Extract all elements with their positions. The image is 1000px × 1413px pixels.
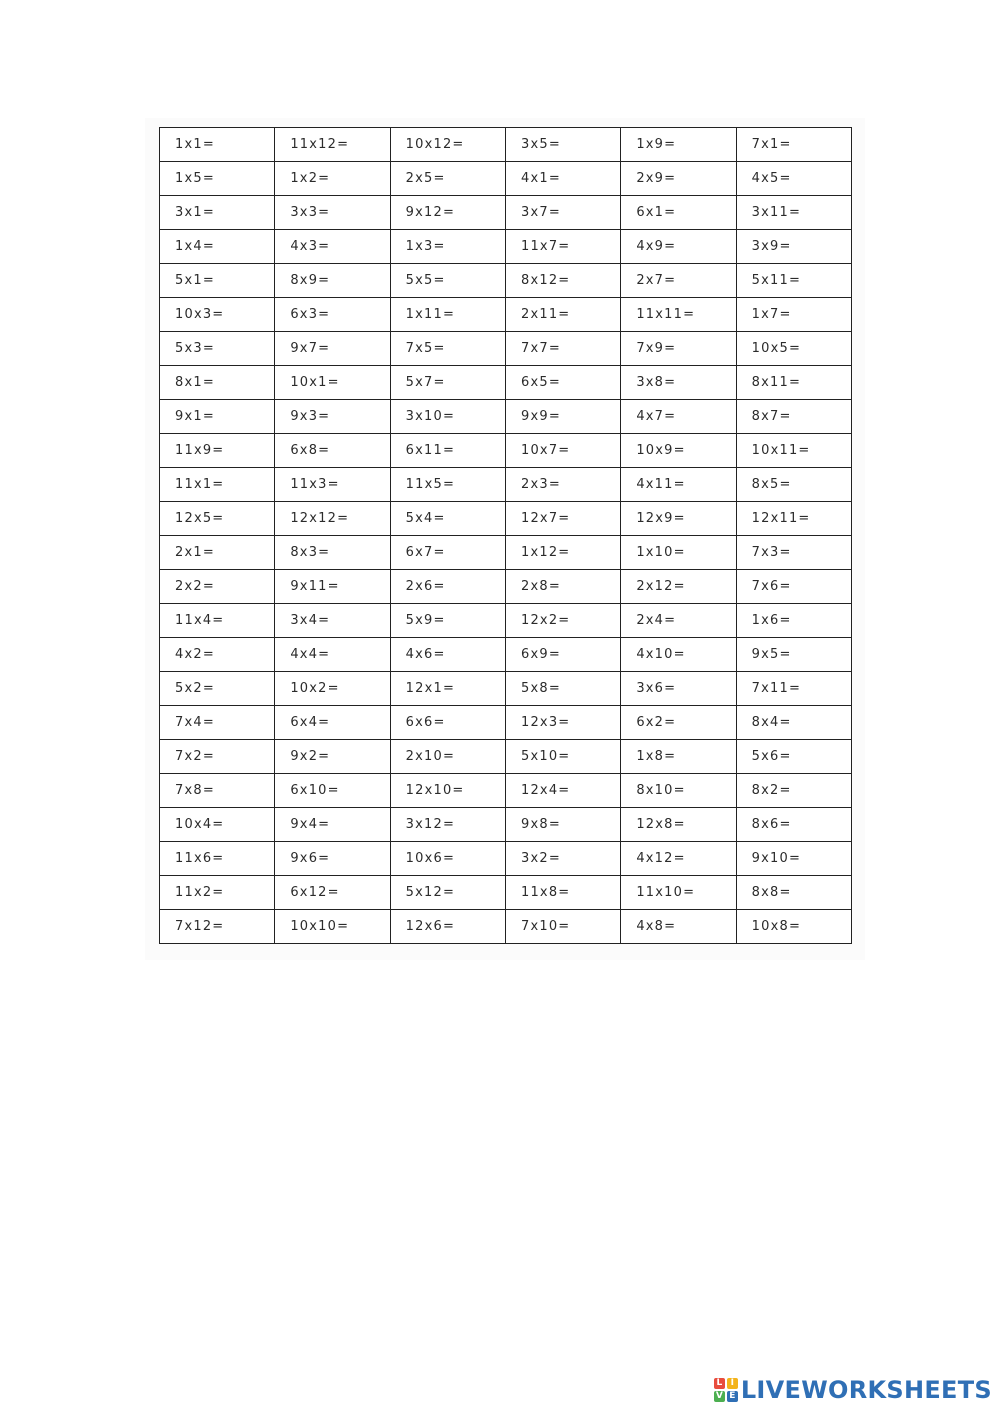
multiplication-fact-cell: 9x5= (736, 638, 851, 672)
multiplication-fact-cell: 9x10= (736, 842, 851, 876)
multiplication-fact-cell: 8x5= (736, 468, 851, 502)
multiplication-fact-cell: 10x2= (275, 672, 390, 706)
multiplication-fact-cell: 4x11= (621, 468, 736, 502)
multiplication-fact-cell: 7x12= (160, 910, 275, 944)
multiplication-fact-cell: 3x10= (390, 400, 505, 434)
multiplication-fact-cell: 12x7= (505, 502, 620, 536)
multiplication-fact-cell: 12x12= (275, 502, 390, 536)
multiplication-fact-cell: 12x2= (505, 604, 620, 638)
multiplication-fact-cell: 11x7= (505, 230, 620, 264)
table-row (160, 468, 852, 502)
multiplication-fact-cell: 1x9= (621, 128, 736, 162)
multiplication-fact-cell: 9x12= (390, 196, 505, 230)
multiplication-fact-cell: 5x9= (390, 604, 505, 638)
table-row (160, 162, 852, 196)
multiplication-fact-cell: 7x7= (505, 332, 620, 366)
multiplication-fact-cell: 4x3= (275, 230, 390, 264)
table-row (160, 434, 852, 468)
multiplication-fact-cell: 11x2= (160, 876, 275, 910)
table-row (160, 876, 852, 910)
multiplication-fact-cell: 9x1= (160, 400, 275, 434)
multiplication-fact-cell: 12x3= (505, 706, 620, 740)
multiplication-fact-cell: 8x12= (505, 264, 620, 298)
multiplication-fact-cell: 3x3= (275, 196, 390, 230)
multiplication-fact-cell: 12x8= (621, 808, 736, 842)
multiplication-facts-table (159, 127, 852, 944)
multiplication-fact-cell: 1x3= (390, 230, 505, 264)
multiplication-fact-cell: 2x12= (621, 570, 736, 604)
multiplication-fact-cell: 9x6= (275, 842, 390, 876)
multiplication-fact-cell: 3x2= (505, 842, 620, 876)
table-row (160, 774, 852, 808)
multiplication-fact-cell: 3x1= (160, 196, 275, 230)
logo-mark-icon (714, 1378, 738, 1402)
multiplication-fact-cell: 12x10= (390, 774, 505, 808)
multiplication-fact-cell: 5x7= (390, 366, 505, 400)
multiplication-fact-cell: 2x1= (160, 536, 275, 570)
multiplication-fact-cell: 1x8= (621, 740, 736, 774)
multiplication-fact-cell: 12x1= (390, 672, 505, 706)
multiplication-fact-cell: 9x2= (275, 740, 390, 774)
multiplication-fact-cell: 11x11= (621, 298, 736, 332)
multiplication-fact-cell: 6x1= (621, 196, 736, 230)
multiplication-fact-cell: 10x10= (275, 910, 390, 944)
multiplication-fact-cell: 5x10= (505, 740, 620, 774)
multiplication-fact-cell: 8x10= (621, 774, 736, 808)
multiplication-fact-cell: 12x9= (621, 502, 736, 536)
multiplication-fact-cell: 9x4= (275, 808, 390, 842)
multiplication-fact-cell: 11x1= (160, 468, 275, 502)
logo-mark-letter: I (727, 1378, 738, 1389)
table-row (160, 706, 852, 740)
multiplication-fact-cell: 11x3= (275, 468, 390, 502)
multiplication-fact-cell: 1x5= (160, 162, 275, 196)
multiplication-fact-cell: 8x4= (736, 706, 851, 740)
multiplication-fact-cell: 12x4= (505, 774, 620, 808)
table-row (160, 604, 852, 638)
multiplication-fact-cell: 1x10= (621, 536, 736, 570)
multiplication-fact-cell: 1x11= (390, 298, 505, 332)
multiplication-fact-cell: 10x9= (621, 434, 736, 468)
multiplication-fact-cell: 7x4= (160, 706, 275, 740)
multiplication-fact-cell: 10x1= (275, 366, 390, 400)
multiplication-fact-cell: 4x7= (621, 400, 736, 434)
multiplication-fact-cell: 7x2= (160, 740, 275, 774)
multiplication-fact-cell: 2x2= (160, 570, 275, 604)
multiplication-fact-cell: 8x9= (275, 264, 390, 298)
logo-mark-letter: E (727, 1391, 738, 1402)
multiplication-fact-cell: 2x9= (621, 162, 736, 196)
multiplication-fact-cell: 11x4= (160, 604, 275, 638)
multiplication-fact-cell: 1x6= (736, 604, 851, 638)
multiplication-fact-cell: 11x5= (390, 468, 505, 502)
multiplication-fact-cell: 5x3= (160, 332, 275, 366)
multiplication-fact-cell: 2x3= (505, 468, 620, 502)
multiplication-fact-cell: 9x3= (275, 400, 390, 434)
table-row (160, 842, 852, 876)
multiplication-fact-cell: 3x5= (505, 128, 620, 162)
multiplication-fact-cell: 1x2= (275, 162, 390, 196)
multiplication-fact-cell: 4x9= (621, 230, 736, 264)
multiplication-fact-cell: 10x8= (736, 910, 851, 944)
multiplication-fact-cell: 3x4= (275, 604, 390, 638)
logo-mark-letter: L (714, 1378, 725, 1389)
multiplication-fact-cell: 7x8= (160, 774, 275, 808)
multiplication-fact-cell: 7x6= (736, 570, 851, 604)
multiplication-fact-cell: 5x5= (390, 264, 505, 298)
multiplication-fact-cell: 8x3= (275, 536, 390, 570)
multiplication-fact-cell: 5x6= (736, 740, 851, 774)
multiplication-fact-cell: 6x11= (390, 434, 505, 468)
multiplication-fact-cell: 3x8= (621, 366, 736, 400)
multiplication-fact-cell: 4x6= (390, 638, 505, 672)
multiplication-fact-cell: 4x4= (275, 638, 390, 672)
table-row (160, 740, 852, 774)
multiplication-fact-cell: 9x11= (275, 570, 390, 604)
multiplication-fact-cell: 8x11= (736, 366, 851, 400)
multiplication-fact-cell: 4x12= (621, 842, 736, 876)
multiplication-fact-cell: 1x1= (160, 128, 275, 162)
multiplication-fact-cell: 4x5= (736, 162, 851, 196)
multiplication-fact-cell: 12x11= (736, 502, 851, 536)
multiplication-fact-cell: 7x3= (736, 536, 851, 570)
multiplication-fact-cell: 6x4= (275, 706, 390, 740)
multiplication-fact-cell: 5x12= (390, 876, 505, 910)
multiplication-fact-cell: 10x6= (390, 842, 505, 876)
liveworksheets-logo (714, 1373, 992, 1407)
table-row (160, 366, 852, 400)
multiplication-fact-cell: 7x9= (621, 332, 736, 366)
table-row (160, 536, 852, 570)
multiplication-fact-cell: 11x9= (160, 434, 275, 468)
logo-text: LIVEWORKSHEETS (740, 1376, 992, 1404)
table-row (160, 502, 852, 536)
multiplication-fact-cell: 8x6= (736, 808, 851, 842)
multiplication-fact-cell: 11x10= (621, 876, 736, 910)
multiplication-fact-cell: 10x11= (736, 434, 851, 468)
multiplication-fact-cell: 6x10= (275, 774, 390, 808)
multiplication-fact-cell: 9x9= (505, 400, 620, 434)
multiplication-fact-cell: 2x10= (390, 740, 505, 774)
logo-mark-letter: V (714, 1391, 725, 1402)
multiplication-fact-cell: 6x6= (390, 706, 505, 740)
table-row (160, 400, 852, 434)
multiplication-fact-cell: 4x2= (160, 638, 275, 672)
multiplication-fact-cell: 2x5= (390, 162, 505, 196)
multiplication-fact-cell: 4x8= (621, 910, 736, 944)
facts-table-body (160, 128, 852, 944)
multiplication-fact-cell: 2x6= (390, 570, 505, 604)
multiplication-fact-cell: 7x5= (390, 332, 505, 366)
table-row (160, 910, 852, 944)
multiplication-fact-cell: 6x2= (621, 706, 736, 740)
multiplication-fact-cell: 11x8= (505, 876, 620, 910)
multiplication-fact-cell: 6x3= (275, 298, 390, 332)
multiplication-fact-cell: 2x11= (505, 298, 620, 332)
multiplication-fact-cell: 6x7= (390, 536, 505, 570)
multiplication-fact-cell: 1x12= (505, 536, 620, 570)
multiplication-fact-cell: 11x6= (160, 842, 275, 876)
multiplication-fact-cell: 4x1= (505, 162, 620, 196)
multiplication-fact-cell: 5x11= (736, 264, 851, 298)
multiplication-fact-cell: 6x5= (505, 366, 620, 400)
table-row (160, 332, 852, 366)
multiplication-fact-cell: 3x12= (390, 808, 505, 842)
multiplication-fact-cell: 7x1= (736, 128, 851, 162)
multiplication-fact-cell: 10x4= (160, 808, 275, 842)
table-row (160, 570, 852, 604)
multiplication-fact-cell: 4x10= (621, 638, 736, 672)
multiplication-fact-cell: 7x10= (505, 910, 620, 944)
table-row (160, 638, 852, 672)
multiplication-fact-cell: 7x11= (736, 672, 851, 706)
multiplication-fact-cell: 12x5= (160, 502, 275, 536)
multiplication-fact-cell: 1x7= (736, 298, 851, 332)
table-row (160, 128, 852, 162)
multiplication-fact-cell: 6x12= (275, 876, 390, 910)
table-row (160, 808, 852, 842)
multiplication-fact-cell: 5x2= (160, 672, 275, 706)
multiplication-fact-cell: 8x2= (736, 774, 851, 808)
multiplication-fact-cell: 3x6= (621, 672, 736, 706)
multiplication-fact-cell: 12x6= (390, 910, 505, 944)
multiplication-fact-cell: 8x8= (736, 876, 851, 910)
multiplication-fact-cell: 1x4= (160, 230, 275, 264)
multiplication-fact-cell: 5x4= (390, 502, 505, 536)
multiplication-fact-cell: 2x4= (621, 604, 736, 638)
multiplication-fact-cell: 8x7= (736, 400, 851, 434)
multiplication-fact-cell: 3x7= (505, 196, 620, 230)
multiplication-fact-cell: 5x1= (160, 264, 275, 298)
table-row (160, 230, 852, 264)
multiplication-fact-cell: 6x8= (275, 434, 390, 468)
table-row (160, 672, 852, 706)
table-row (160, 264, 852, 298)
multiplication-fact-cell: 2x8= (505, 570, 620, 604)
multiplication-fact-cell: 10x12= (390, 128, 505, 162)
multiplication-fact-cell: 8x1= (160, 366, 275, 400)
multiplication-fact-cell: 10x7= (505, 434, 620, 468)
table-row (160, 196, 852, 230)
multiplication-fact-cell: 10x5= (736, 332, 851, 366)
multiplication-fact-cell: 3x11= (736, 196, 851, 230)
multiplication-fact-cell: 5x8= (505, 672, 620, 706)
multiplication-fact-cell: 10x3= (160, 298, 275, 332)
multiplication-fact-cell: 11x12= (275, 128, 390, 162)
multiplication-fact-cell: 9x8= (505, 808, 620, 842)
multiplication-fact-cell: 6x9= (505, 638, 620, 672)
multiplication-fact-cell: 9x7= (275, 332, 390, 366)
table-row (160, 298, 852, 332)
multiplication-fact-cell: 3x9= (736, 230, 851, 264)
multiplication-fact-cell: 2x7= (621, 264, 736, 298)
